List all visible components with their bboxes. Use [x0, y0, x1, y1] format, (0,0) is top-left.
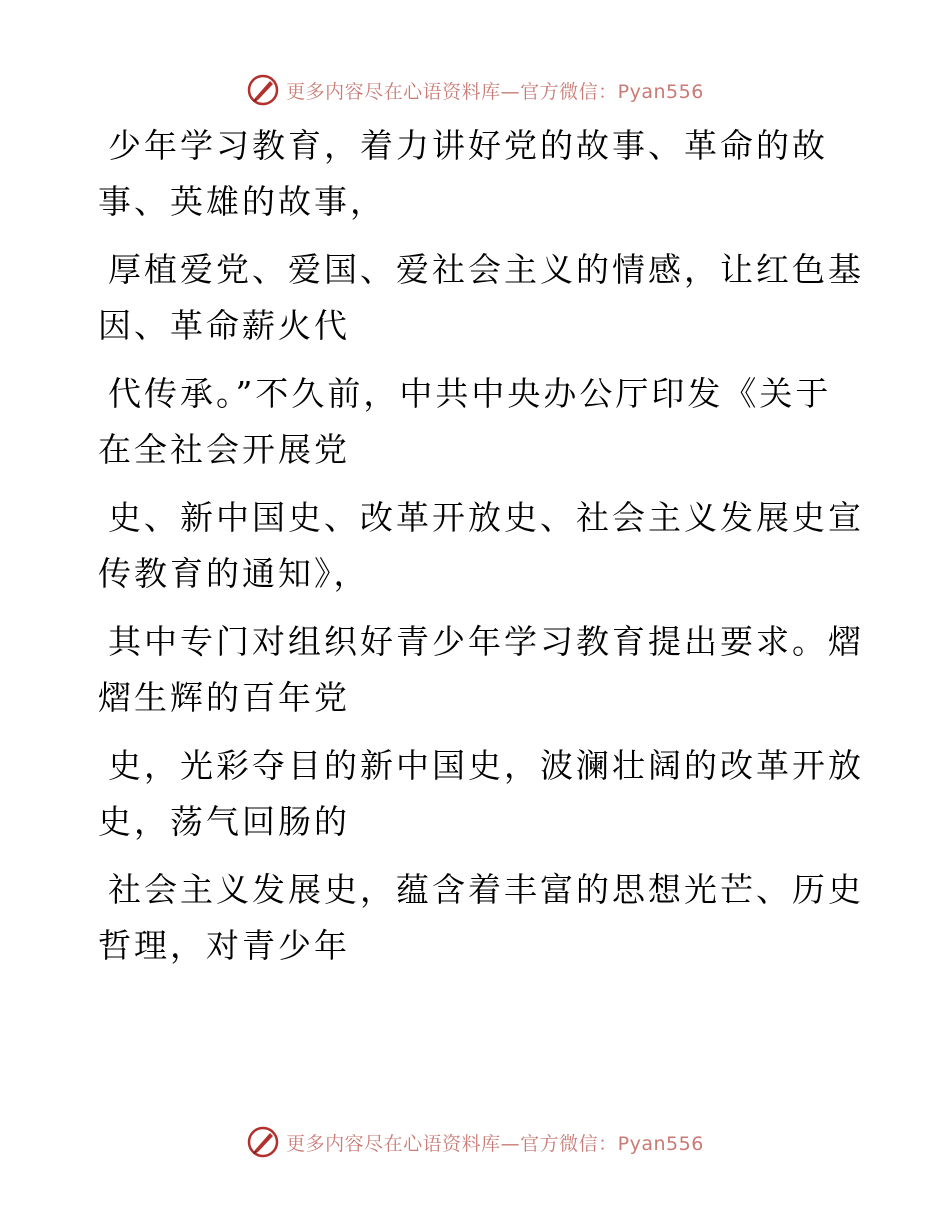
paragraph-4 — [98, 490, 864, 602]
paragraph-line: 史、新中国史、改革开放史、社会主义发展史宣 — [108, 498, 864, 537]
paragraph-line: 史，荡气回肠的 — [98, 802, 350, 841]
document-body — [98, 118, 864, 986]
paragraph-line: 熠生辉的百年党 — [98, 678, 350, 717]
paragraph-line: 社会主义发展史，蕴含着丰富的思想光芒、历史 — [108, 870, 864, 909]
paragraph-2 — [98, 242, 864, 354]
paragraph-line: 传教育的通知》， — [98, 554, 370, 593]
header-banner — [0, 70, 950, 110]
paragraph-line: 其中专门对组织好青少年学习教育提出要求。熠 — [108, 622, 864, 661]
header-banner-text: 更多内容尽在心语资料库—官方微信：Pyan556 — [286, 80, 704, 103]
quill-pen-logo-icon — [246, 1125, 280, 1159]
paragraph-line: 厚植爱党、爱国、爱社会主义的情感，让红色基 — [108, 250, 864, 289]
paragraph-line: 在全社会开展党 — [98, 430, 350, 469]
footer-banner-text: 更多内容尽在心语资料库—官方微信：Pyan556 — [286, 1132, 704, 1155]
paragraph-line: 史，光彩夺目的新中国史，波澜壮阔的改革开放 — [108, 746, 864, 785]
paragraph-7 — [98, 862, 864, 974]
paragraph-line: 事、英雄的故事， — [98, 182, 386, 221]
paragraph-line: 哲理，对青少年 — [98, 926, 350, 965]
footer-banner — [0, 1122, 950, 1162]
paragraph-3 — [98, 366, 838, 478]
paragraph-line: 因、革命薪火代 — [98, 306, 350, 345]
paragraph-line: 代传承。”不久前，中共中央办公厅印发《关于 — [108, 374, 832, 413]
paragraph-1 — [98, 118, 838, 230]
paragraph-5 — [98, 614, 864, 726]
paragraph-line: 少年学习教育，着力讲好党的故事、革命的故 — [108, 126, 828, 165]
paragraph-6 — [98, 738, 864, 850]
quill-pen-logo-icon — [246, 73, 280, 107]
